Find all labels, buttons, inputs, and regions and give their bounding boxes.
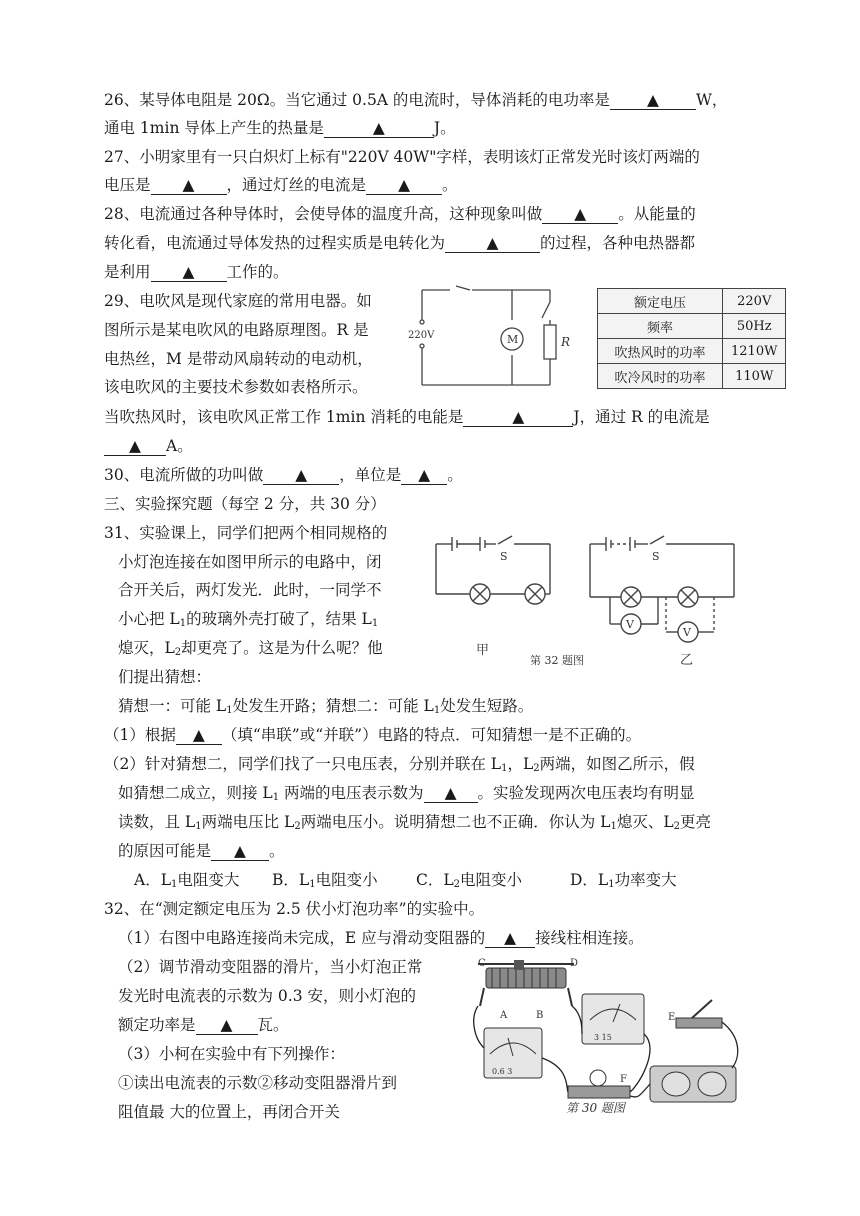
svg-text:V: V bbox=[683, 626, 691, 639]
answer-blank[interactable]: ▲ bbox=[366, 176, 442, 195]
q29-line1: 29、电吹风是现代家庭的常用电器。如 bbox=[104, 292, 372, 310]
q27-line1: 27、小明家里有一只白炽灯上标有"220V 40W"字样，表明该灯正常发光时该灯两端的 bbox=[104, 148, 700, 166]
series-circuit-figures bbox=[430, 532, 750, 672]
answer-blank[interactable]: ▲ bbox=[151, 263, 227, 282]
answer-blank[interactable]: ▲ bbox=[176, 726, 222, 745]
answer-blank[interactable]: ▲ bbox=[485, 929, 535, 948]
q31-part2-line3: 读数，且 $L_1$两端电压比 $L_2$两端电压小。说明猜想二也不正确．你认为 $L_1$熄灭、$L_2$更亮 bbox=[118, 813, 712, 832]
q31-part2-line2: 如猜想二成立，则接 $L_1$ 两端的电压表示数为 ▲ 。实验发现两次电压表均有明显 bbox=[118, 784, 695, 803]
svg-text:S: S bbox=[500, 550, 508, 563]
q28-line1: 28、电流通过各种导体时，会使导体的温度升高，这种现象叫做 ▲ 。从能量的 bbox=[104, 205, 696, 223]
svg-text:S: S bbox=[652, 550, 660, 563]
q26-line1: 26、某导体电阻是 20Ω。当它通过 0.5A 的电流时，导体消耗的电功率是 ▲ W， bbox=[104, 91, 728, 109]
q32-part1: （1）右图中电路连接尚未完成，E 应与滑动变阻器的 ▲ 接线柱相连接。 bbox=[118, 929, 644, 947]
q26-line2: 通电 1min 导体上产生的热量是 ▲ J。 bbox=[104, 119, 456, 137]
q31-line2: 小灯泡连接在如图甲所示的电路中，闭 bbox=[118, 553, 382, 571]
q28-line2: 转化看，电流通过导体发热的过程实质是电转化为 ▲ 的过程，各种电热器都 bbox=[104, 234, 696, 252]
option-c[interactable]: C．$L_2$电阻变小 bbox=[416, 871, 523, 890]
voltage-label: 220V bbox=[408, 330, 435, 341]
q32-part3-line2: 阻值最 大的位置上，再闭合开关 bbox=[118, 1103, 340, 1121]
q32-part2-line3: 额定功率是 ▲ 瓦。 bbox=[118, 1016, 289, 1034]
option-d[interactable]: D．$L_1$功率变大 bbox=[570, 871, 677, 890]
q30-line: 30、电流所做的功叫做 ▲ ，单位是 ▲ 。 bbox=[104, 466, 463, 484]
option-b[interactable]: B．$L_1$电阻变小 bbox=[272, 871, 378, 890]
answer-blank[interactable]: ▲ bbox=[151, 176, 227, 195]
answer-blank[interactable]: ▲ bbox=[424, 784, 478, 803]
q31-part2-line4: 的原因可能是 ▲ 。 bbox=[118, 842, 285, 860]
q29-line6: ▲ A。 bbox=[104, 436, 193, 456]
answer-blank[interactable]: ▲ bbox=[104, 437, 166, 456]
terminal-f-label: F bbox=[620, 1074, 627, 1085]
svg-text:V: V bbox=[626, 618, 634, 631]
figure-label-jia: 甲 bbox=[476, 643, 490, 658]
q27-line2: 电压是 ▲ ，通过灯丝的电流是 ▲ 。 bbox=[104, 176, 458, 194]
q31-line3: 合开关后，两灯发光．此时，一同学不 bbox=[118, 581, 382, 599]
q31-line6: 们提出猜想： bbox=[118, 668, 212, 686]
q29-line4: 该电吹风的主要技术参数如表格所示。 bbox=[104, 378, 368, 396]
q32-part3: （3）小柯在实验中有下列操作： bbox=[118, 1045, 345, 1063]
terminal-e-label: E bbox=[668, 1012, 676, 1023]
q32-part2-line1: （2）调节滑动变阻器的滑片，当小灯泡正常 bbox=[118, 958, 423, 976]
answer-blank[interactable]: ▲ bbox=[401, 466, 447, 485]
answer-blank[interactable]: ▲ bbox=[445, 234, 540, 253]
q32-part2-line2: 发光时电流表的示数为 0.3 安，则小灯泡的 bbox=[118, 987, 417, 1005]
answer-blank[interactable]: ▲ bbox=[211, 842, 269, 861]
terminal-d-label: D bbox=[570, 958, 579, 969]
figure-label-yi: 乙 bbox=[680, 653, 694, 668]
figure-caption: 第 30 题图 bbox=[566, 1101, 625, 1114]
table-row: 吹热风时的功率 1210W bbox=[598, 339, 786, 364]
option-a[interactable]: A．$L_1$电阻变大 bbox=[134, 871, 240, 890]
q31-part2-line1: （2）针对猜想二，同学们找了一只电压表，分别并联在 $L_1$，$L_2$两端，如图乙所示，假 bbox=[104, 755, 695, 774]
resistor-label: R bbox=[561, 335, 570, 349]
ammeter-terminals: 0.6 3 bbox=[492, 1067, 513, 1076]
lamp-power-experiment-diagram bbox=[470, 958, 750, 1114]
answer-blank[interactable]: ▲ bbox=[324, 119, 434, 138]
q32-title: 32、在“测定额定电压为 2.5 伏小灯泡功率”的实验中。 bbox=[104, 900, 485, 918]
answer-blank[interactable]: ▲ bbox=[196, 1016, 258, 1035]
q31-line4: 小心把 $L_1$的玻璃外壳打破了，结果 $L_1$ bbox=[118, 610, 379, 629]
section-heading: 三、实验探究题（每空 2 分，共 30 分） bbox=[104, 495, 386, 513]
q31-guesses: 猜想一：可能 $L_1$处发生开路；猜想二：可能 $L_1$处发生短路。 bbox=[118, 697, 534, 716]
q29-line2: 图所示是某电吹风的电路原理图。R 是 bbox=[104, 321, 369, 339]
hair-dryer-spec-table bbox=[597, 288, 786, 389]
hair-dryer-circuit-diagram bbox=[400, 280, 570, 392]
answer-blank[interactable]: ▲ bbox=[542, 205, 618, 224]
q31-part1: （1）根据 ▲ （填“串联”或“并联”）电路的特点．可知猜想一是不正确的。 bbox=[104, 726, 642, 744]
voltmeter-terminals: 3 15 bbox=[594, 1033, 612, 1042]
table-row: 吹冷风时的功率 110W bbox=[598, 364, 786, 389]
motor-label: M bbox=[507, 333, 519, 346]
terminal-b-label: B bbox=[536, 1010, 544, 1021]
table-row: 额定电压 220V bbox=[598, 289, 786, 314]
q32-part3-line1: ①读出电流表的示数②移动变阻器滑片到 bbox=[118, 1074, 398, 1092]
terminal-a-label: A bbox=[500, 1010, 508, 1021]
answer-blank[interactable]: ▲ bbox=[610, 91, 696, 110]
figure-caption: 第 32 题图 bbox=[530, 654, 584, 667]
q31-line1: 31、实验课上，同学们把两个相同规格的 bbox=[104, 524, 388, 542]
q29-line3: 电热丝，M 是带动风扇转动的电动机， bbox=[104, 350, 373, 368]
terminal-c-label: C bbox=[478, 958, 486, 969]
answer-blank[interactable]: ▲ bbox=[263, 466, 339, 485]
q28-line3: 是利用 ▲ 工作的。 bbox=[104, 263, 289, 281]
table-row: 频率 50Hz bbox=[598, 314, 786, 339]
q29-line5: 当吹热风时，该电吹风正常工作 1min 消耗的电能是 ▲ J，通过 R 的电流是 bbox=[104, 408, 710, 426]
q31-line5: 熄灭，$L_2$却更亮了。这是为什么呢？他 bbox=[118, 639, 383, 658]
answer-blank[interactable]: ▲ bbox=[463, 408, 573, 427]
